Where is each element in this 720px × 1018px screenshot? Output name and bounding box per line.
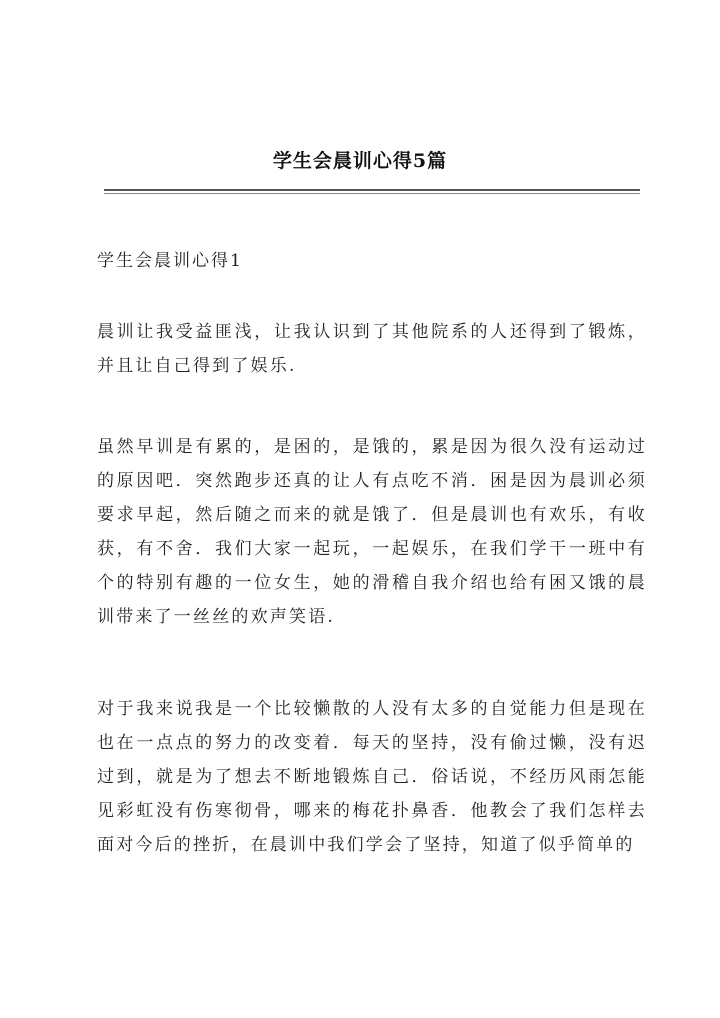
paragraph-1: 晨训让我受益匪浅，让我认识到了其他院系的人还得到了锻炼，并且让自己得到了娱乐.: [97, 322, 647, 376]
title-divider-thin: [104, 193, 640, 194]
paragraph-2: 虽然早训是有累的，是困的，是饿的，累是因为很久没有运动过的原因吧．突然跑步还真的让人有点吃不消．困是因为晨训必须要求早起，然后随之而来的就是饿了．但是晨训也有欢乐，有收获，有不舍．我们大家一起玩，一起娱乐，在我们学干一班中有个的特别有趣的一位女生，她的滑稽自我介绍也给有困又饿的晨训带来了一丝丝的欢声笑语.: [97, 437, 647, 627]
paragraph-3: 对于我来说我是一个比较懒散的人没有太多的自觉能力但是现在也在一点点的努力的改变着．每天的坚持，没有偷过懒，没有迟过到，就是为了想去不断地锻炼自己．俗话说，不经历风雨怎能见彩虹没有伤寒彻骨，哪来的梅花扑鼻香．他教会了我们怎样去面对今后的挫折，在晨训中我们学会了坚持，知道了似乎简单的: [97, 699, 647, 855]
title-divider: [104, 189, 640, 191]
section-heading: 学生会晨训心得1: [97, 251, 243, 271]
page-title: 学生会晨训心得5篇: [272, 150, 448, 172]
